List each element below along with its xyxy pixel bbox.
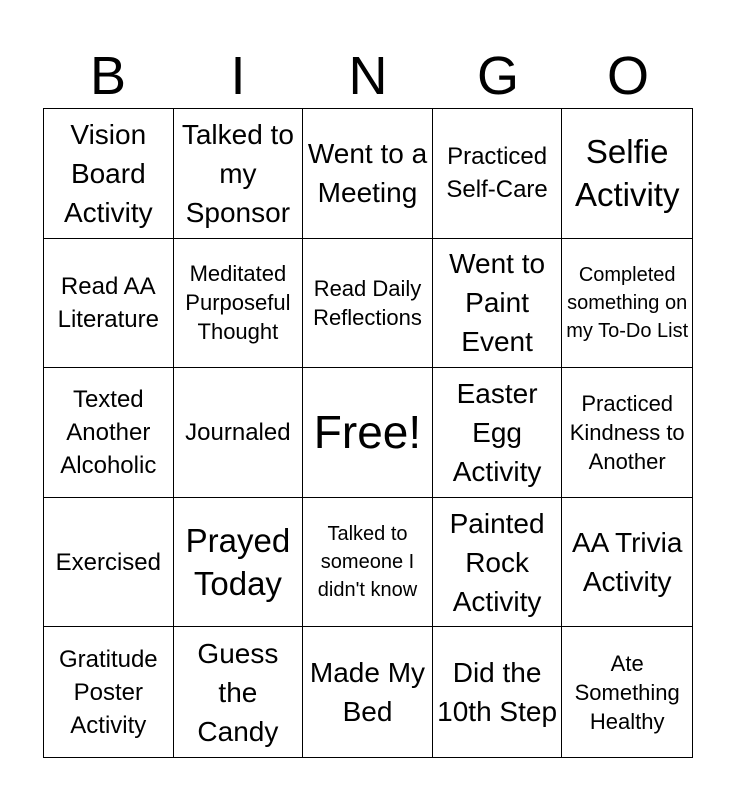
bingo-cell[interactable] <box>562 239 692 369</box>
bingo-cell-label: Exercised <box>55 548 161 576</box>
bingo-cell-label: Ate Something Healthy <box>574 650 680 734</box>
bingo-cell[interactable] <box>44 627 174 757</box>
bingo-cell-label: Easter Egg Activity <box>452 377 542 487</box>
bingo-cell-label: Practiced Kindness to Another <box>569 390 685 474</box>
bingo-cell-label: Did the 10th Step <box>437 657 558 728</box>
header-letter-i: I <box>230 46 246 106</box>
bingo-cell-label: AA Trivia Activity <box>571 527 683 598</box>
bingo-cell-label: Completed something on my To-Do List <box>566 263 689 342</box>
bingo-cell[interactable] <box>303 627 433 757</box>
bingo-cell[interactable] <box>174 368 304 498</box>
bingo-cell-label: Made My Bed <box>309 657 426 728</box>
bingo-cell[interactable] <box>433 498 563 628</box>
bingo-cell[interactable] <box>174 498 304 628</box>
bingo-cell-label: Read AA Literature <box>57 272 159 333</box>
bingo-cell[interactable] <box>433 239 563 369</box>
bingo-cell[interactable] <box>174 239 304 369</box>
bingo-cell-label: Went to a Meeting <box>307 138 428 209</box>
header-letter-n: N <box>348 46 388 106</box>
bingo-cell-label: Prayed Today <box>185 522 291 603</box>
header-letter-o: O <box>606 46 649 106</box>
bingo-cell[interactable] <box>562 498 692 628</box>
bingo-cell[interactable] <box>303 239 433 369</box>
bingo-cell[interactable] <box>303 368 433 498</box>
bingo-cell[interactable] <box>44 109 174 239</box>
bingo-cell-label: Vision Board Activity <box>63 118 153 228</box>
bingo-cell-label: Went to Paint Event <box>449 248 546 358</box>
bingo-cell-label: Talked to someone I didn't know <box>317 523 418 602</box>
bingo-cell[interactable] <box>562 627 692 757</box>
bingo-cell[interactable] <box>44 368 174 498</box>
bingo-cell-label: Texted Another Alcoholic <box>60 385 157 479</box>
bingo-cell[interactable] <box>44 239 174 369</box>
header-letter-g: G <box>476 46 519 106</box>
bingo-cell-label: Guess the Candy <box>197 637 279 747</box>
bingo-cell[interactable] <box>433 368 563 498</box>
bingo-cell-label: Journaled <box>185 418 291 446</box>
bingo-cell-label: Meditated Purposeful Thought <box>185 261 291 345</box>
bingo-cell-label: Practiced Self-Care <box>446 143 548 204</box>
bingo-cell[interactable] <box>562 368 692 498</box>
header-letter-b: B <box>89 46 127 106</box>
bingo-cell-label: Painted Rock Activity <box>449 507 545 617</box>
bingo-cell-label: Selfie Activity <box>574 133 680 214</box>
bingo-cell[interactable] <box>174 109 304 239</box>
bingo-cell-label: Gratitude Poster Activity <box>58 645 158 739</box>
bingo-card-grid <box>43 108 693 758</box>
bingo-cell[interactable] <box>44 498 174 628</box>
bingo-cell-label: Talked to my Sponsor <box>181 118 294 228</box>
bingo-cell[interactable] <box>303 498 433 628</box>
bingo-cell-label: Free! <box>313 406 422 459</box>
bingo-cell-label: Read Daily Reflections <box>313 275 422 330</box>
bingo-cell[interactable] <box>433 109 563 239</box>
bingo-cell[interactable] <box>303 109 433 239</box>
bingo-cell[interactable] <box>433 627 563 757</box>
bingo-cell[interactable] <box>174 627 304 757</box>
bingo-cell[interactable] <box>562 109 692 239</box>
bingo-header <box>43 44 693 108</box>
